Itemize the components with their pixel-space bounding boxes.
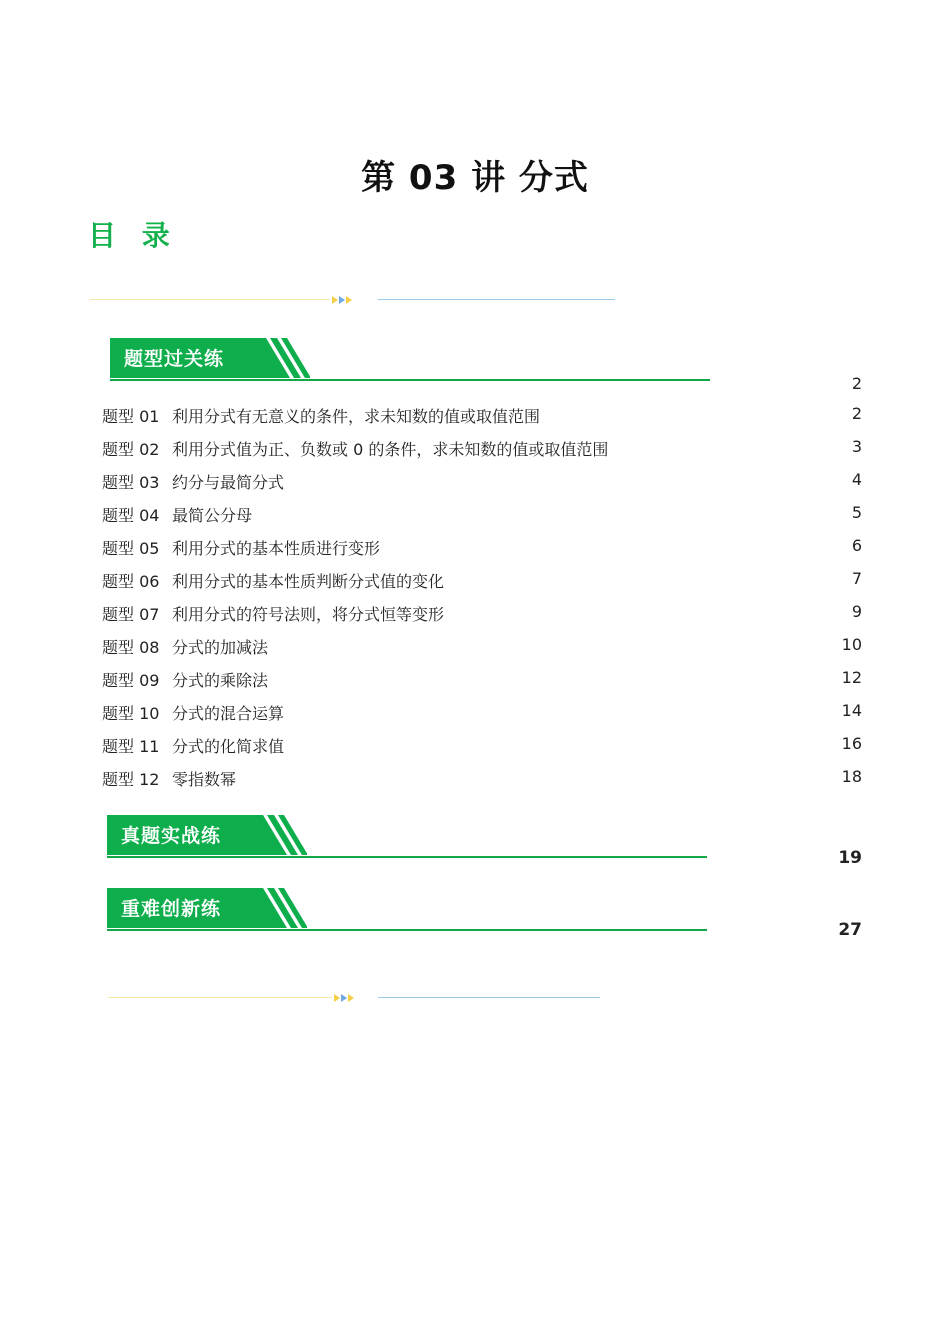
section-page[interactable]: 27 <box>838 920 862 940</box>
section-label: 重难创新练 <box>121 898 222 920</box>
arrow-icon <box>332 296 338 304</box>
toc-item-page: 10 <box>841 635 862 654</box>
toc-item-number: 题型 01 <box>102 407 160 426</box>
page-title: 第 03 讲 分式 <box>361 158 589 198</box>
toc-row[interactable] <box>102 631 862 659</box>
toc-item-page: 4 <box>851 470 862 489</box>
section-page[interactable]: 2 <box>851 374 862 393</box>
toc-item-number: 题型 04 <box>102 506 160 525</box>
toc-item-page: 5 <box>851 503 862 522</box>
toc-heading: 目 录 <box>88 219 178 252</box>
arrow-icon <box>339 296 345 304</box>
toc-item-number: 题型 03 <box>102 473 160 492</box>
toc-row[interactable] <box>102 664 862 692</box>
toc-item-title: 分式的乘除法 <box>172 671 269 690</box>
top-divider <box>90 294 615 306</box>
toc-row[interactable] <box>102 532 862 560</box>
arrow-icon <box>334 994 340 1002</box>
toc-item-title: 利用分式的基本性质进行变形 <box>172 539 381 558</box>
toc-item-title: 分式的加减法 <box>172 638 269 657</box>
toc-row[interactable] <box>102 400 862 428</box>
arrow-icon <box>348 994 354 1002</box>
section-label: 题型过关练 <box>124 348 225 370</box>
section-banner-practice <box>110 338 710 382</box>
toc-item-title: 最简公分母 <box>172 506 253 525</box>
toc-item-page: 18 <box>841 767 862 786</box>
toc-item-title: 利用分式的基本性质判断分式值的变化 <box>172 572 445 591</box>
toc-row[interactable] <box>102 499 862 527</box>
toc-item-number: 题型 12 <box>102 770 160 789</box>
toc-row[interactable] <box>102 565 862 593</box>
toc-item-page: 9 <box>851 602 862 621</box>
toc-item-page: 2 <box>851 404 862 423</box>
arrow-icon <box>346 296 352 304</box>
toc-item-page: 12 <box>841 668 862 687</box>
stripe-decoration-icon <box>247 815 307 857</box>
toc-item-number: 题型 10 <box>102 704 160 723</box>
toc-item-number: 题型 08 <box>102 638 160 657</box>
stripe-decoration-icon <box>250 338 310 380</box>
toc-row[interactable] <box>102 763 862 791</box>
section-page[interactable]: 19 <box>838 848 862 868</box>
toc-row[interactable] <box>102 466 862 494</box>
toc-item-title: 利用分式有无意义的条件，求未知数的值或取值范围 <box>172 407 541 426</box>
toc-item-title: 分式的混合运算 <box>172 704 285 723</box>
toc-item-title: 分式的化简求值 <box>172 737 285 756</box>
toc-item-title: 零指数幂 <box>172 770 237 789</box>
bottom-divider <box>108 992 600 1004</box>
toc-item-number: 题型 07 <box>102 605 160 624</box>
section-banner-innovation <box>107 888 707 932</box>
toc-item-number: 题型 09 <box>102 671 160 690</box>
toc-item-page: 14 <box>841 701 862 720</box>
toc-item-title: 利用分式的符号法则，将分式恒等变形 <box>172 605 445 624</box>
toc-item-number: 题型 02 <box>102 440 160 459</box>
toc-item-page: 6 <box>851 536 862 555</box>
toc-item-title: 约分与最简分式 <box>172 473 285 492</box>
stripe-decoration-icon <box>247 888 307 930</box>
toc-row[interactable] <box>102 598 862 626</box>
arrow-icon <box>341 994 347 1002</box>
toc-item-number: 题型 11 <box>102 737 160 756</box>
toc-item-title: 利用分式值为正、负数或 0 的条件，求未知数的值或取值范围 <box>172 440 609 459</box>
toc-item-page: 16 <box>841 734 862 753</box>
toc-row[interactable] <box>102 433 862 461</box>
toc-item-number: 题型 06 <box>102 572 160 591</box>
section-label: 真题实战练 <box>121 825 222 847</box>
section-banner-real-exam <box>107 815 707 859</box>
toc-item-number: 题型 05 <box>102 539 160 558</box>
toc-row[interactable] <box>102 730 862 758</box>
toc-item-page: 3 <box>851 437 862 456</box>
toc-row[interactable] <box>102 697 862 725</box>
toc-item-page: 7 <box>851 569 862 588</box>
